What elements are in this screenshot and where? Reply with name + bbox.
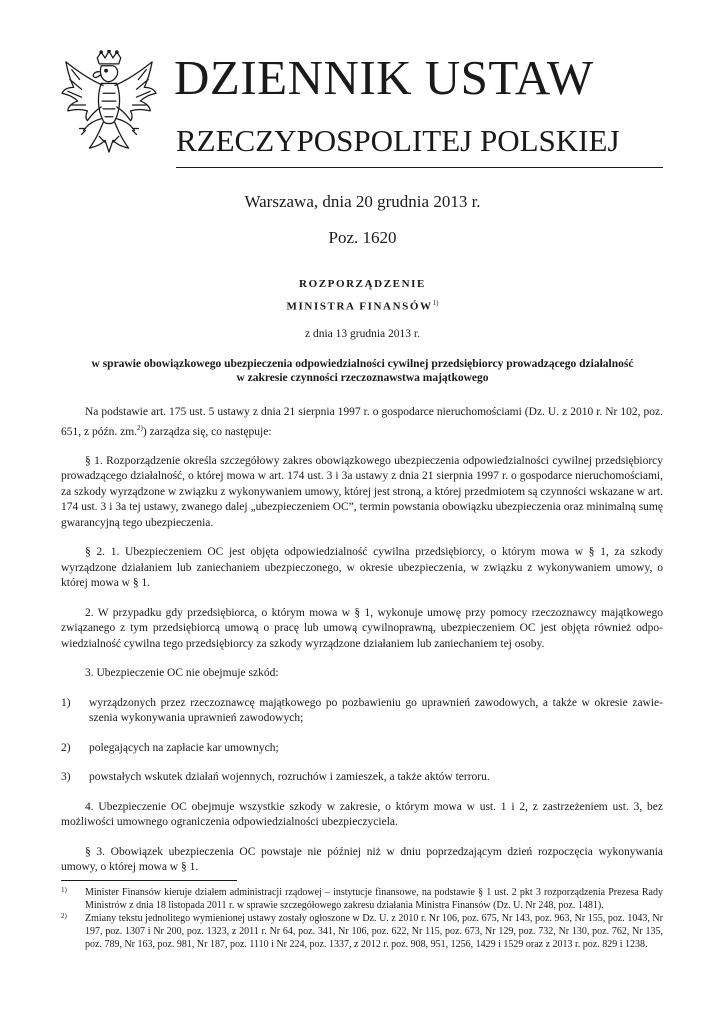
- act-subject: [70, 357, 655, 385]
- section-2-par-2: 2. W przypadku gdy przedsiębiorca, o którym mowa w § 1, wykonuje umowę przy pomocy rzeczoznawcy majątkowego związanego z tym przedsiębiorcą umową o pracę lub umową cywilnoprawną, ubezpieczeniem OC jest objęta również odpowiedzialność cywilna tego przedsiębiorcy za szkody wyrządzone działaniem lub zaniechaniem tej osoby.: [61, 606, 663, 650]
- section-1: § 1. Rozporządzenie określa szczegółowy zakres obowiązkowego ubezpieczenia odpowiedzialności cywilnej przedsiębiorcy prowadzącego działalność, o której mowa w art. 174 ust. 3 i 3a ustawy z dnia 21 sierpnia 1997 r. o gospodarce nieruchomościami, za szkody wyrządzone w związku z wykonywaniem umowy, której jest stroną, a której przedmiotem są czynności wskazane w art. 174 ust. 3 i 3a tej ustawy, zwanego dalej „ubezpieczeniem OC”, termin powstania obowiązku ubezpieczenia oraz minimalną sumę gwarancyjną tego ubezpieczenia.: [61, 454, 663, 529]
- section-2-par-4: 4. Ubezpieczenie OC obejmuje wszystkie szkody w zakresie, o którym mowa w ust. 1 i 2, z zastrzeżeniem ust. 3, bez możliwości umownego ograniczenia odpowiedzialności ubezpieczyciela.: [61, 800, 663, 829]
- footnote-ref: 1): [432, 299, 439, 307]
- masthead-divider: [176, 167, 663, 168]
- act-subject-line: w sprawie obowiązkowego ubezpieczenia odpowiedzialności cywilnej przedsiębiorcy prowadzącego działalność: [91, 358, 634, 370]
- authority-name: MINISTRA FINANSÓW: [286, 300, 433, 313]
- footnote-divider: [61, 880, 237, 881]
- section-2-par-3: 3. Ubezpieczenie OC nie obejmuje szkód:: [85, 667, 279, 680]
- footnote: 2) Zmiany tekstu jednolitego wymienionej ustawy zostały ogłoszone w Dz. U. z 2010 r. Nr 106, poz. 675, Nr 143, poz. 963, Nr 155, poz. 1043, Nr 197, poz. 1307 i Nr 200, poz. 1323, z 2011 r. Nr 64, poz. 341, Nr 106, poz. 622, Nr 115, poz. 673, Nr 129, poz. 732, Nr 130, poz. 762, Nr 135, poz. 789, Nr 163, poz. 981, Nr 187, poz. 1110 i Nr 224, poz. 1337, z 2012 r. poz. 908, 951, 1256, 1429 i 1529 oraz z 2013 r. poz. 829 i 1238.: [61, 912, 663, 950]
- document-body: [61, 405, 663, 890]
- polish-eagle-emblem-icon: [60, 50, 158, 160]
- legal-basis-paragraph: Na podstawie art. 175 ust. 5 ustawy z dnia 21 sierpnia 1997 r. o gospodarce nieruchomościami (Dz. U. z 2010 r. Nr 102, poz. 651, z późn. zm.$^{2)}$) zarządza się, co następuje:: [61, 406, 663, 438]
- footnote-ref: 2): [137, 423, 143, 432]
- footnotes: [61, 886, 663, 951]
- journal-subtitle: RZECZYPOSPOLITEJ POLSKIEJ: [176, 123, 620, 158]
- act-date: z dnia 13 grudnia 2013 r.: [305, 328, 420, 340]
- section-3: § 3. Obowiązek ubezpieczenia OC powstaje nie później niż w dniu poprzedzającym dzień rozpoczęcia wykonywania umowy, o której mowa w § 1.: [61, 845, 663, 874]
- act-authority: [0, 296, 725, 314]
- list-item: 3) powstałych wskutek działań wojennych, rozruchów i zamieszek, a także aktów terroru.: [61, 771, 490, 784]
- position-number: Poz. 1620: [328, 228, 397, 247]
- journal-title: DZIENNIK USTAW: [174, 50, 594, 105]
- act-subject-line: w zakresie czynności rzeczoznawstwa majątkowego: [236, 372, 489, 384]
- section-2-par-1: § 2. 1. Ubezpieczeniem OC jest objęta odpowiedzialność cywilna przedsiębiorcy, o którym mowa w § 1, za szkody wyrządzone działaniem lub zaniechaniem ubezpieczonego, w okresie ubezpieczenia, w związku z wykonywaniem umowy, o której mowa w § 1.: [61, 546, 663, 590]
- issue-date: Warszawa, dnia 20 grudnia 2013 r.: [244, 192, 481, 211]
- list-item: 2) polegających na zapłacie kar umownych;: [61, 741, 279, 754]
- list-item: 1) wyrządzonych przez rzeczoznawcę majątkowego po pozbawieniu go uprawnień zawodowych, a także w okresie zawieszenia wykonywania uprawnień zawodowych;: [61, 696, 663, 725]
- act-type: ROZPORZĄDZENIE: [299, 278, 426, 290]
- footnote: 1) Minister Finansów kieruje działem administracji rządowej – instytucje finansowe, na podstawie § 1 ust. 2 pkt 3 rozporządzenia Prezesa Rady Ministrów z dnia 18 listopada 2011 r. w sprawie szczegółowego zakresu działania Ministra Finansów (Dz. U. Nr 248, poz. 1481).: [61, 886, 663, 911]
